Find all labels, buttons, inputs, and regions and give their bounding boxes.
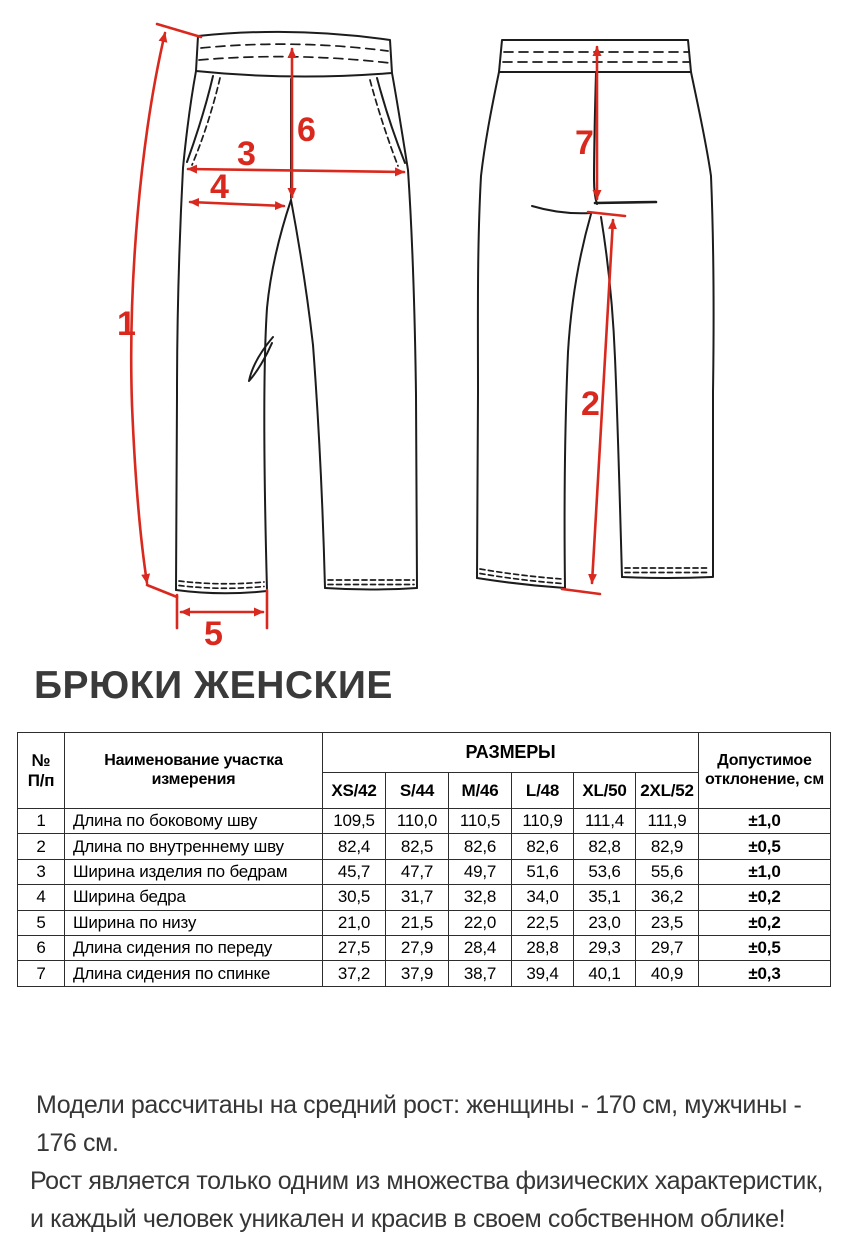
extension-line bbox=[562, 589, 600, 594]
footer-line-3: и каждый человек уникален и красив в своем собственном облике! bbox=[30, 1205, 786, 1233]
header-size-l: L/48 bbox=[512, 773, 574, 809]
table-row bbox=[18, 809, 831, 834]
size-value: 82,9 bbox=[636, 834, 699, 859]
tolerance-value: ±1,0 bbox=[699, 809, 831, 834]
size-value: 22,5 bbox=[512, 910, 574, 935]
measurement-name: Длина по боковому шву bbox=[65, 809, 323, 834]
table-header-row-1 bbox=[18, 733, 831, 773]
row-number: 5 bbox=[18, 910, 65, 935]
row-number: 3 bbox=[18, 859, 65, 884]
row-number: 2 bbox=[18, 834, 65, 859]
footer-note bbox=[30, 1086, 830, 1238]
size-value: 45,7 bbox=[323, 859, 386, 884]
size-value: 23,5 bbox=[636, 910, 699, 935]
table-row bbox=[18, 961, 831, 986]
header-size-m: M/46 bbox=[449, 773, 512, 809]
size-value: 27,5 bbox=[323, 935, 386, 960]
measurement-name: Ширина изделия по бедрам bbox=[65, 859, 323, 884]
size-table bbox=[17, 732, 831, 987]
size-value: 110,9 bbox=[512, 809, 574, 834]
tolerance-value: ±0,3 bbox=[699, 961, 831, 986]
size-value: 32,8 bbox=[449, 885, 512, 910]
measure-label-4: 4 bbox=[210, 168, 229, 206]
measure-label-1: 1 bbox=[117, 305, 136, 343]
size-value: 82,6 bbox=[512, 834, 574, 859]
size-value: 22,0 bbox=[449, 910, 512, 935]
table-row bbox=[18, 935, 831, 960]
row-number: 1 bbox=[18, 809, 65, 834]
table-row bbox=[18, 910, 831, 935]
front-waistband bbox=[196, 32, 392, 77]
size-value: 31,7 bbox=[386, 885, 449, 910]
measure-label-6: 6 bbox=[297, 111, 316, 149]
size-value: 34,0 bbox=[512, 885, 574, 910]
header-size-xl: XL/50 bbox=[574, 773, 636, 809]
measure-label-7: 7 bbox=[575, 124, 594, 162]
header-measurement-name: Наименование участка измерения bbox=[65, 733, 323, 809]
header-size-2xl: 2XL/52 bbox=[636, 773, 699, 809]
size-value: 51,6 bbox=[512, 859, 574, 884]
extension-line bbox=[147, 585, 177, 597]
header-num-line1: № bbox=[31, 750, 51, 770]
tolerance-value: ±0,2 bbox=[699, 910, 831, 935]
size-value: 37,9 bbox=[386, 961, 449, 986]
measure-label-3: 3 bbox=[237, 135, 256, 173]
header-num-line2: П/п bbox=[27, 770, 55, 790]
measure-label-5: 5 bbox=[204, 615, 223, 653]
measure-label-2: 2 bbox=[581, 385, 600, 423]
size-value: 28,4 bbox=[449, 935, 512, 960]
row-number: 7 bbox=[18, 961, 65, 986]
table-row bbox=[18, 859, 831, 884]
back-waistband bbox=[499, 40, 691, 72]
size-value: 55,6 bbox=[636, 859, 699, 884]
size-value: 30,5 bbox=[323, 885, 386, 910]
size-value: 21,0 bbox=[323, 910, 386, 935]
measurement-name: Ширина по низу bbox=[65, 910, 323, 935]
row-number: 4 bbox=[18, 885, 65, 910]
size-value: 53,6 bbox=[574, 859, 636, 884]
page-title: БРЮКИ ЖЕНСКИЕ bbox=[34, 664, 393, 707]
size-value: 40,1 bbox=[574, 961, 636, 986]
measurement-name: Длина по внутреннему шву bbox=[65, 834, 323, 859]
size-value: 40,9 bbox=[636, 961, 699, 986]
size-value: 110,0 bbox=[386, 809, 449, 834]
header-num bbox=[18, 733, 65, 809]
size-value: 35,1 bbox=[574, 885, 636, 910]
size-value: 82,4 bbox=[323, 834, 386, 859]
size-value: 28,8 bbox=[512, 935, 574, 960]
size-value: 29,3 bbox=[574, 935, 636, 960]
size-value: 36,2 bbox=[636, 885, 699, 910]
size-value: 49,7 bbox=[449, 859, 512, 884]
measurement-name: Длина сидения по переду bbox=[65, 935, 323, 960]
size-value: 82,6 bbox=[449, 834, 512, 859]
size-value: 47,7 bbox=[386, 859, 449, 884]
footer-line-2: Рост является только одним из множества физических характеристик, bbox=[30, 1167, 824, 1195]
tolerance-value: ±0,5 bbox=[699, 935, 831, 960]
size-value: 109,5 bbox=[323, 809, 386, 834]
header-tolerance bbox=[699, 733, 831, 809]
footer-line-1: Модели рассчитаны на средний рост: женщины - 170 см, мужчины - 176 см. bbox=[36, 1091, 802, 1157]
table-row bbox=[18, 885, 831, 910]
header-size-s: S/44 bbox=[386, 773, 449, 809]
size-value: 111,4 bbox=[574, 809, 636, 834]
pants-back-view bbox=[477, 40, 714, 594]
tolerance-value: ±0,5 bbox=[699, 834, 831, 859]
size-value: 29,7 bbox=[636, 935, 699, 960]
size-value: 82,5 bbox=[386, 834, 449, 859]
size-value: 111,9 bbox=[636, 809, 699, 834]
size-value: 37,2 bbox=[323, 961, 386, 986]
table-row bbox=[18, 834, 831, 859]
tolerance-value: ±0,2 bbox=[699, 885, 831, 910]
size-value: 23,0 bbox=[574, 910, 636, 935]
header-tolerance-line1: Допустимое bbox=[717, 752, 812, 770]
size-value: 82,8 bbox=[574, 834, 636, 859]
measurement-name: Ширина бедра bbox=[65, 885, 323, 910]
pants-front-view bbox=[117, 24, 417, 653]
measurement-name: Длина сидения по спинке bbox=[65, 961, 323, 986]
header-tolerance-line2: отклонение, см bbox=[705, 770, 824, 788]
size-value: 38,7 bbox=[449, 961, 512, 986]
extension-line bbox=[588, 212, 625, 216]
tolerance-value: ±1,0 bbox=[699, 859, 831, 884]
size-value: 27,9 bbox=[386, 935, 449, 960]
row-number: 6 bbox=[18, 935, 65, 960]
size-value: 39,4 bbox=[512, 961, 574, 986]
measure-arrow-1 bbox=[131, 33, 165, 583]
header-sizes-group: РАЗМЕРЫ bbox=[323, 733, 699, 773]
size-table-body bbox=[18, 809, 831, 987]
size-value: 21,5 bbox=[386, 910, 449, 935]
measure-arrow-4 bbox=[190, 202, 284, 206]
size-value: 110,5 bbox=[449, 809, 512, 834]
header-size-xs: XS/42 bbox=[323, 773, 386, 809]
